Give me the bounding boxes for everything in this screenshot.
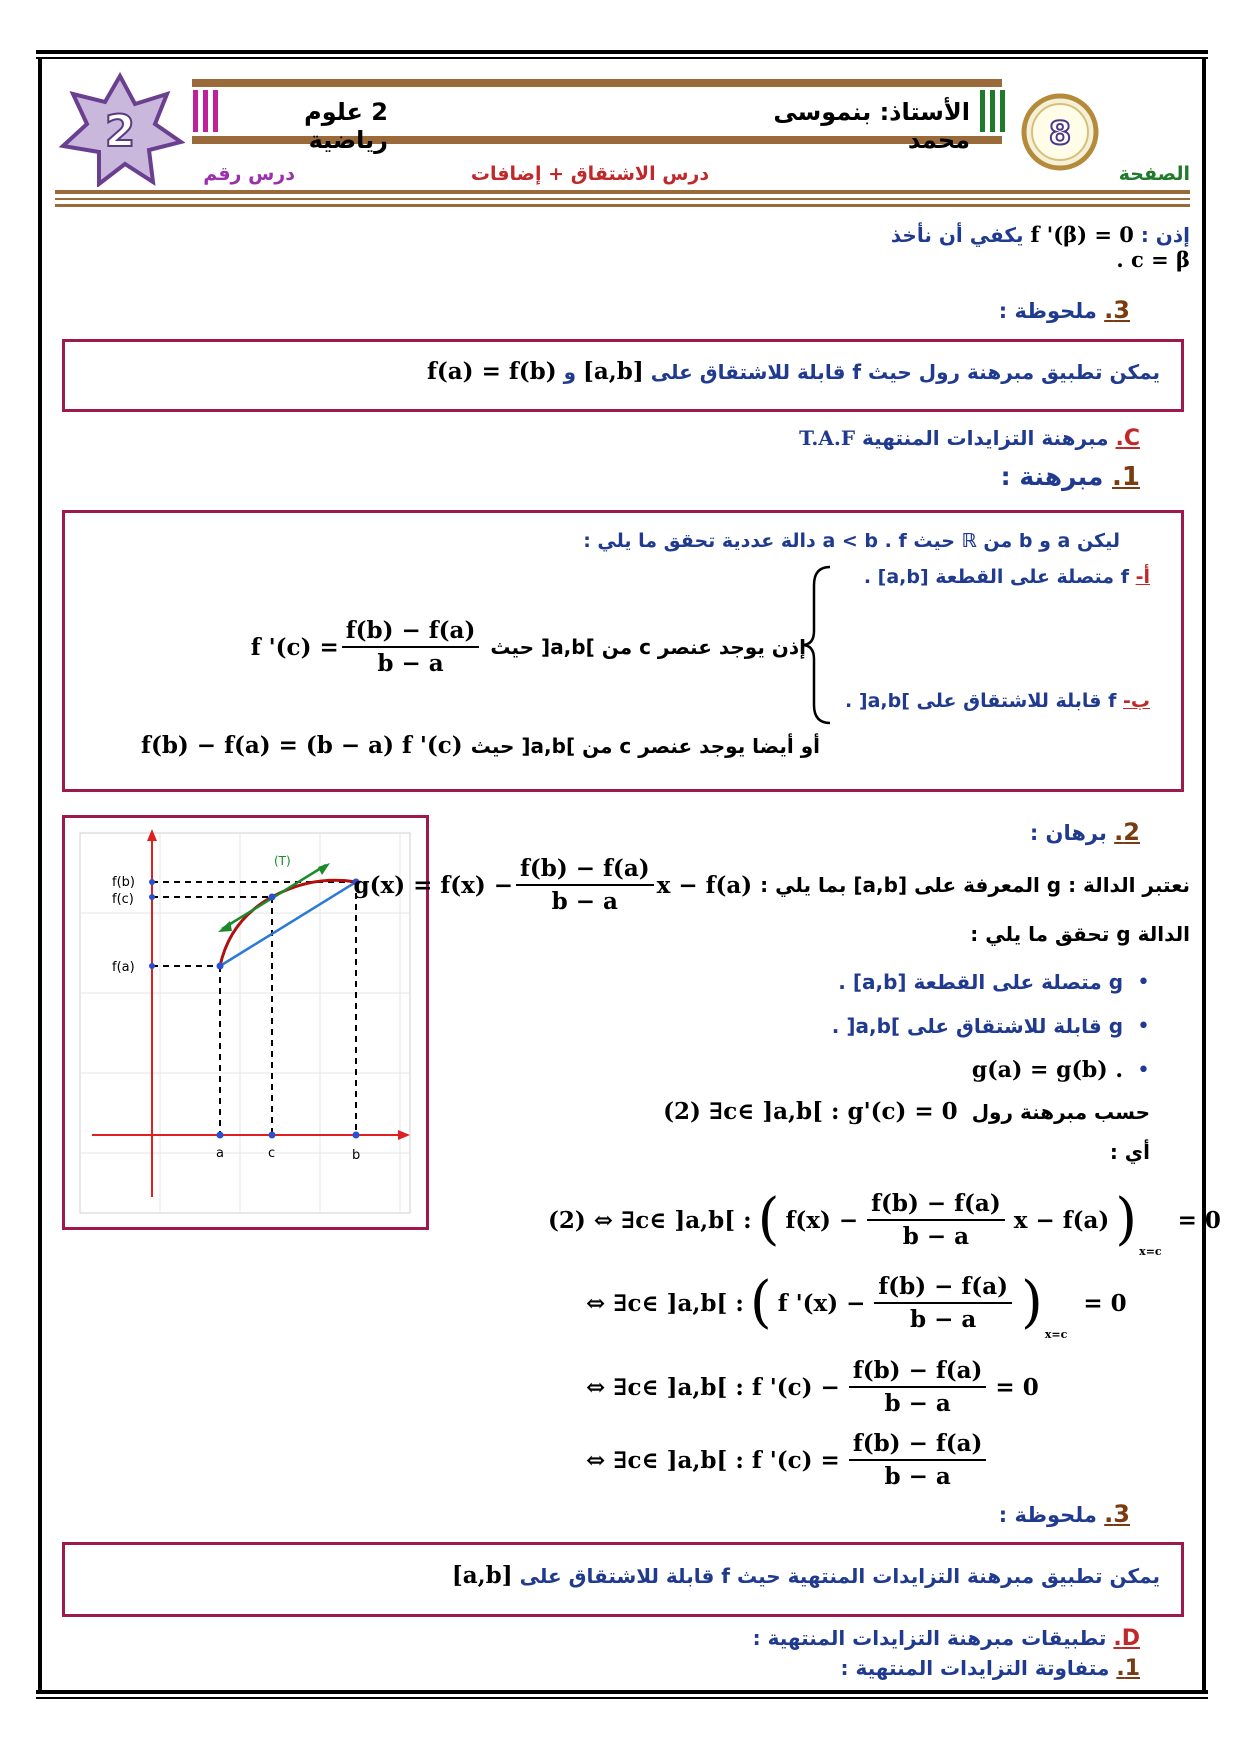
note2-number: 3. — [1104, 1500, 1130, 1528]
label-fa: f(a) — [112, 960, 135, 975]
bullet-text: g(a) = g(b) . — [971, 1057, 1124, 1083]
lesson-title: درس الاشتقاق + إضافات — [470, 163, 710, 185]
g-rhs: x − f(a) — [656, 871, 753, 899]
step1-inner-b: x − f(a) — [1013, 1206, 1110, 1234]
header-rule-1 — [55, 190, 1190, 194]
rolle-text: حسب مبرهنة رول — [971, 1099, 1150, 1124]
conclusion2-text: أو أيضا يوجد عنصر c من ]a,b[ حيث — [470, 733, 820, 758]
step1-subscript: x=c — [1139, 1245, 1162, 1258]
step1-frac-den: b − a — [902, 1223, 970, 1250]
page-label: الصفحة — [1118, 163, 1190, 185]
frame-right — [1202, 58, 1206, 1694]
sectionC-abbr: T.A.F — [799, 426, 856, 450]
step2-subscript: x=c — [1044, 1328, 1068, 1341]
lesson-number-label: درس رقم — [203, 163, 295, 185]
sectionC-letter: C. — [1115, 426, 1140, 451]
frac-denominator: b − a — [377, 650, 444, 677]
proof-title: برهان : — [1029, 821, 1107, 845]
g-frac-den: b − a — [551, 888, 618, 915]
note1-number: 3. — [1104, 296, 1130, 324]
intro-formula: f '(β) = 0 — [1030, 222, 1134, 247]
step3-frac-num: f(b) − f(a) — [849, 1357, 987, 1388]
step3-rhs: = 0 — [995, 1373, 1039, 1401]
note2-content — [451, 1562, 1160, 1589]
step3-frac-den: b − a — [884, 1390, 951, 1417]
label-fc: f(c) — [112, 892, 134, 907]
intro-formula-2: c = β . — [1116, 247, 1190, 272]
proof-line2: الدالة g تحقق ما يلي : — [970, 922, 1190, 946]
sectionD-letter: D. — [1113, 1626, 1140, 1651]
item-b-label: ب- — [1123, 690, 1150, 712]
paren-close: ) — [1020, 1270, 1043, 1335]
sectionD-heading — [752, 1626, 1140, 1651]
theorem-item-a — [820, 566, 1150, 588]
step4-frac-den: b − a — [884, 1463, 951, 1490]
theorem-heading — [960, 462, 1140, 492]
stripe — [213, 90, 218, 132]
proof-step3 — [586, 1352, 1039, 1422]
class-name: 2 علوم رياضية — [304, 98, 388, 154]
step4-lhs: ⇔ ∃c∈ ]a,b[ : f '(c) = — [586, 1446, 840, 1474]
paren-close: ) — [1115, 1187, 1138, 1252]
stripe — [1000, 90, 1005, 132]
label-T: (T) — [274, 854, 291, 868]
proof-bullets — [700, 960, 1150, 1092]
step2-frac-den: b − a — [910, 1306, 977, 1333]
conclusion1-formula — [251, 617, 483, 677]
conclusion1-text: إذن يوجد عنصر c من ]a,b[ حيث — [490, 635, 806, 659]
note1-interval: [a,b] — [582, 358, 644, 385]
header-rule-2 — [55, 198, 1190, 200]
theorem-hypothesis-text: ليكن a و b من ℝ حيث a < b . f دالة عددية تحقق ما يلي : — [583, 530, 1120, 552]
stripe — [980, 90, 985, 132]
sectionC-heading — [799, 426, 1140, 451]
intro-line — [840, 222, 1190, 272]
item-a-text: f متصلة على القطعة [a,b] . — [863, 566, 1129, 588]
note1-content — [427, 358, 1160, 385]
bullet-item — [700, 1048, 1150, 1092]
theorem-number: 1. — [1112, 462, 1140, 492]
subsection1-title: متفاوتة التزايدات المنتهية : — [840, 1656, 1110, 1680]
paren-open: ( — [749, 1270, 772, 1335]
bullet-item — [700, 1004, 1150, 1048]
item-a-label: أ- — [1135, 566, 1150, 588]
sectionC-title: مبرهنة التزايدات المنتهية — [862, 426, 1109, 450]
step1-lhs: (2) ⇔ ∃c∈ ]a,b[ : — [548, 1206, 752, 1234]
svg-text:2: 2 — [104, 106, 136, 157]
label-b: b — [352, 1148, 361, 1163]
bullet-text: g متصلة على القطعة [a,b] . — [838, 970, 1124, 994]
note1-and: و — [563, 360, 576, 384]
note1-title: ملحوظة : — [998, 299, 1097, 323]
note1-heading — [900, 296, 1130, 324]
step2-lhs: ⇔ ∃c∈ ]a,b[ : — [586, 1289, 744, 1317]
note2-text: يمكن تطبيق مبرهنة التزايدات المنتهية حيث f قابلة للاشتقاق على — [519, 1564, 1160, 1588]
svg-text:8: 8 — [1048, 114, 1072, 152]
paren-open: ( — [757, 1187, 780, 1252]
note2-title: ملحوظة : — [998, 1503, 1097, 1527]
label-c: c — [268, 1146, 276, 1161]
theorem-item-b — [820, 690, 1150, 712]
theorem-conclusion1 — [250, 612, 806, 682]
intro-middle: يكفي أن نأخذ — [890, 223, 1024, 247]
frame-top — [36, 50, 1208, 54]
step1-inner-a: f(x) − — [785, 1206, 859, 1234]
step3-lhs: ⇔ ∃c∈ ]a,b[ : f '(c) − — [586, 1373, 840, 1401]
proof-line1 — [353, 852, 1190, 918]
note2-heading — [900, 1500, 1130, 1528]
stripe — [990, 90, 995, 132]
conclusion2-formula: f(b) − f(a) = (b − a) f '(c) — [141, 732, 463, 759]
label-fb: f(b) — [112, 875, 135, 890]
label-a: a — [216, 1146, 224, 1161]
subsection1-heading — [820, 1656, 1140, 1681]
item-b-text: f قابلة للاشتقاق على ]a,b[ . — [845, 690, 1117, 712]
proof-step2 — [586, 1265, 1127, 1341]
proof-heading — [980, 818, 1140, 846]
header-rule-3 — [55, 204, 1190, 207]
star-badge-icon — [55, 72, 185, 187]
step2-rhs: = 0 — [1083, 1289, 1127, 1317]
theorem-title: مبرهنة : — [1000, 462, 1104, 491]
g-frac-num: f(b) − f(a) — [516, 855, 654, 886]
frac-numerator: f(b) − f(a) — [342, 617, 480, 648]
step2-inner-a: f '(x) − — [777, 1289, 866, 1317]
note1-text: يمكن تطبيق مبرهنة رول حيث f قابلة للاشتقاق على — [650, 360, 1160, 384]
bullet-icon: • — [1137, 969, 1150, 995]
proof-ie: أي : — [1109, 1140, 1150, 1164]
step2-frac-num: f(b) − f(a) — [874, 1273, 1012, 1304]
teacher-name: الأستاذ: بنموسى محمد — [773, 98, 970, 154]
proof-rolle — [663, 1098, 1150, 1125]
rolle-formula: (2) ∃c∈ ]a,b[ : g'(c) = 0 — [663, 1098, 958, 1125]
frame-left — [38, 58, 42, 1694]
proof-step4 — [586, 1425, 989, 1495]
conclusion1-lhs: f '(c) = — [250, 633, 339, 661]
bullet-icon: • — [1137, 1013, 1150, 1039]
theorem-hypothesis — [560, 530, 1120, 552]
frame-top-thin — [36, 57, 1208, 59]
note2-interval: [a,b] — [451, 1562, 513, 1589]
theorem-conclusion2 — [141, 732, 820, 759]
proof-step1 — [548, 1182, 1221, 1258]
frame-bottom-thin — [36, 1697, 1208, 1699]
subsection1-number: 1. — [1116, 1656, 1140, 1681]
stripe — [193, 90, 198, 132]
page-number-circle-icon — [1020, 92, 1100, 172]
g-definition — [354, 855, 753, 915]
note1-formula: f(a) = f(b) — [427, 358, 557, 385]
step1-rhs: = 0 — [1177, 1206, 1221, 1234]
step4-frac-num: f(b) − f(a) — [849, 1430, 987, 1461]
g-lhs: g(x) = f(x) − — [353, 871, 514, 899]
bullet-item — [700, 960, 1150, 1004]
proof-line1-text: نعتبر الدالة : g المعرفة على [a,b] بما يلي : — [760, 873, 1190, 897]
sectionD-title: تطبيقات مبرهنة التزايدات المنتهية : — [752, 1626, 1107, 1650]
bullet-text: g قابلة للاشتقاق على ]a,b[ . — [831, 1014, 1124, 1038]
header-bar-top — [192, 79, 1002, 87]
step1-frac-num: f(b) − f(a) — [867, 1190, 1005, 1221]
proof-number: 2. — [1114, 818, 1140, 846]
intro-prefix: إذن : — [1140, 223, 1190, 247]
bullet-icon: • — [1137, 1057, 1150, 1083]
stripe — [203, 90, 208, 132]
frame-bottom — [36, 1690, 1208, 1694]
